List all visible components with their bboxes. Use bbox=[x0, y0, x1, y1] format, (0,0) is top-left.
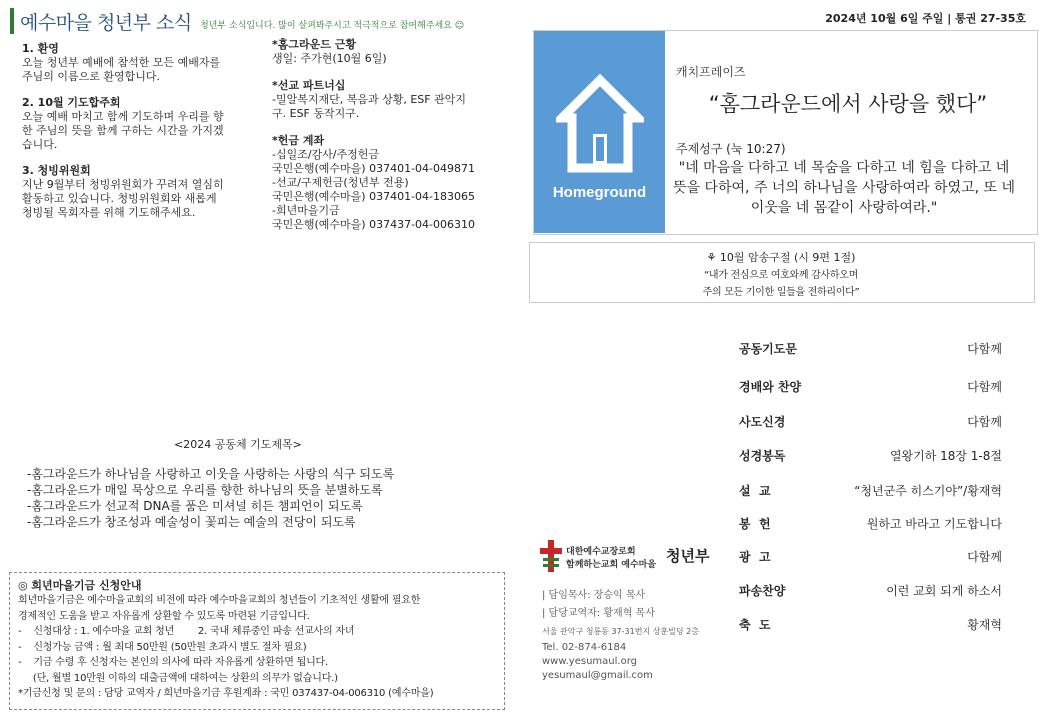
prayer-list bbox=[27, 466, 394, 530]
order-label-offering: 봉 헌 bbox=[739, 517, 771, 531]
church-website-link[interactable]: www.yesumaul.org bbox=[542, 656, 637, 667]
fund-notice-line: - 신청대상 : 1. 예수마을 교회 청년 2. 국내 체류중인 파송 선교사의 자녀 bbox=[18, 626, 355, 637]
senior-pastor: | 담임목사: 장승익 목사 bbox=[542, 590, 646, 601]
order-value-announcements: 다함께 bbox=[967, 550, 1002, 564]
order-label-sermon: 설 교 bbox=[739, 484, 771, 498]
fund-notice-line: *기금신청 및 문의 : 담당 교역자 / 희년마을기금 후원계좌 : 국민 037437-04-006310 (예수마을) bbox=[18, 688, 434, 699]
order-label-sending-song: 파송찬양 bbox=[739, 584, 786, 598]
memory-verse-title: ⚘ 10월 암송구절 (시 9편 1절) bbox=[706, 251, 856, 264]
church-contact bbox=[542, 587, 699, 683]
fund-notice-title: ◎ 희년마을기금 신청안내 bbox=[18, 579, 142, 592]
church-denomination: 대한예수교장로회 bbox=[566, 547, 636, 557]
church-cross-icon bbox=[540, 540, 562, 572]
house-icon bbox=[556, 74, 644, 174]
news-section-title: *선교 파트너십 bbox=[272, 79, 346, 92]
news-section-accounts bbox=[272, 134, 502, 232]
newsletter-subtitle: 청년부 소식입니다. 많이 살펴봐주시고 적극적으로 참여해주세요 ☺ bbox=[200, 21, 465, 31]
fund-notice-line: 경제적인 도움을 받고 자유롭게 상환할 수 있도록 마련된 기금입니다. bbox=[18, 610, 310, 622]
fund-notice-line: - 신청가능 금액 : 월 최대 50만원 (50만원 초과시 별도 절차 필요) bbox=[18, 641, 307, 653]
memory-verse-line: “내가 전심으로 여호와께 감사하오며 bbox=[704, 270, 858, 281]
header-accent-bar bbox=[10, 8, 14, 34]
news-column-right bbox=[272, 38, 502, 245]
news-item-welcome bbox=[22, 42, 254, 84]
news-section-mission bbox=[272, 79, 502, 121]
order-value-benediction: 황재혁 bbox=[967, 618, 1002, 632]
news-section-body: -밀알복지재단, 복음과 상황, ESF 관악지 구. ESF 동작지구. bbox=[272, 93, 466, 120]
order-value-creed: 다함께 bbox=[967, 415, 1002, 429]
homeground-logo-text: Homeground bbox=[552, 184, 647, 201]
church-address: 서울 관악구 청룡동 37-31번지 상훈빌딩 2층 bbox=[542, 627, 699, 636]
news-item-body: 지난 9월부터 청빙위원회가 꾸려져 열심히 활동하고 있습니다. 청빙위원회와 새롭게 청빙될 목회자를 위해 기도해주세요. bbox=[22, 178, 224, 219]
news-item-title: 1. 환영 bbox=[22, 42, 59, 55]
prayer-item: -홈그라운드가 창조성과 예술성이 꽃피는 예술의 전당이 되도록 bbox=[27, 515, 356, 529]
order-value-prayer: 다함께 bbox=[967, 342, 1002, 356]
order-value-reading: 열왕기하 18장 1-8절 bbox=[889, 449, 1002, 463]
fund-notice-body bbox=[18, 593, 433, 702]
order-value-worship: 다함께 bbox=[967, 380, 1002, 394]
church-name: 함께하는교회 예수마을 bbox=[566, 560, 657, 570]
prayer-item: -홈그라운드가 하나님을 사랑하고 이웃을 사랑하는 사랑의 식구 되도록 bbox=[27, 467, 395, 481]
order-label-reading: 성경봉독 bbox=[739, 449, 786, 463]
news-item-body: 오늘 예배 마치고 함께 기도하며 우리를 향 한 주님의 뜻을 함께 구하는 시간을 가지겠 습니다. bbox=[22, 110, 224, 151]
fund-notice-line: 희년마을기금은 예수마을교회의 비전에 따라 예수마을교회의 청년들이 기초적인 생활에 필요한 bbox=[18, 595, 421, 606]
order-label-prayer: 공동기도문 bbox=[739, 342, 797, 356]
youth-minister: | 담당교역자: 황재혁 목사 bbox=[542, 608, 655, 619]
order-label-worship: 경배와 찬양 bbox=[739, 380, 802, 394]
news-section-title: *헌금 계좌 bbox=[272, 134, 325, 147]
theme-verse-text: "네 마음을 다하고 네 목숨을 다하고 네 힘을 다하고 네 뜻을 다하여, 주 너의 하나님을 사랑하여라 하였고, 또 네 이웃을 네 몸같이 사랑하여라." bbox=[672, 160, 1016, 216]
newsletter-title: 예수마을 청년부 소식 bbox=[20, 12, 192, 34]
news-item-prayer-meeting bbox=[22, 96, 254, 152]
fund-notice-line: - 기금 수령 후 신청자는 본인의 의사에 따라 자유롭게 상환하면 됩니다. bbox=[18, 657, 328, 668]
order-label-creed: 사도신경 bbox=[739, 415, 786, 429]
prayer-item: -홈그라운드가 선교적 DNA를 품은 미셔널 히든 챔피언이 되도록 bbox=[27, 499, 363, 513]
news-section-body: -십일조/감사/주정헌금 국민은행(예수마을) 037401-04-049871 -선교/구제헌금(청년부 전용) 국민은행(예수마을) 037401-04-183065 -희년마을기금 국민은행(예수마을) 037437-04-006310 bbox=[272, 148, 476, 231]
order-label-announcements: 광 고 bbox=[739, 550, 771, 564]
theme-verse-reference: 주제성구 (눅 10:27) bbox=[676, 142, 786, 156]
prayer-list-title: <2024 공동체 기도제목> bbox=[174, 438, 302, 451]
news-item-title: 3. 청빙위원회 bbox=[22, 164, 91, 177]
fund-notice-line: (단, 월별 10만원 이하의 대출금액에 대하여는 상환의 의무가 없습니다.) bbox=[18, 672, 338, 684]
news-section-homeground bbox=[272, 38, 502, 66]
news-item-committee bbox=[22, 164, 254, 220]
news-section-body: 생일: 주가현(10월 6일) bbox=[272, 52, 387, 65]
prayer-item: -홈그라운드가 매일 묵상으로 우리를 향한 하나님의 뜻을 분별하도록 bbox=[27, 483, 383, 497]
order-value-offering: 원하고 바라고 기도합니다 bbox=[866, 517, 1002, 531]
news-item-title: 2. 10월 기도합주회 bbox=[22, 96, 121, 109]
order-value-sending-song: 이런 교회 되게 하소서 bbox=[886, 584, 1002, 598]
order-value-sermon: “청년군주 히스기야”/황재혁 bbox=[854, 484, 1002, 498]
church-email-link[interactable]: yesumaul@gmail.com bbox=[542, 670, 653, 681]
catchphrase-label: 캐치프레이즈 bbox=[676, 65, 746, 79]
news-section-title: *홈그라운드 근황 bbox=[272, 38, 356, 51]
memory-verse-line: 주의 모든 기이한 일들을 전하리이다” bbox=[702, 287, 860, 298]
order-label-benediction: 축 도 bbox=[739, 618, 771, 632]
church-department: 청년부 bbox=[666, 547, 710, 565]
news-column-left bbox=[22, 42, 254, 232]
catchphrase-title: “홈그라운드에서 사랑을 했다” bbox=[708, 92, 988, 116]
news-item-body: 오늘 청년부 예배에 참석한 모든 예배자를 주님의 이름으로 환영합니다. bbox=[22, 56, 221, 83]
church-phone: Tel. 02-874-6184 bbox=[542, 642, 627, 653]
issue-date: 2024년 10월 6일 주일 | 통권 27-35호 bbox=[825, 12, 1026, 25]
